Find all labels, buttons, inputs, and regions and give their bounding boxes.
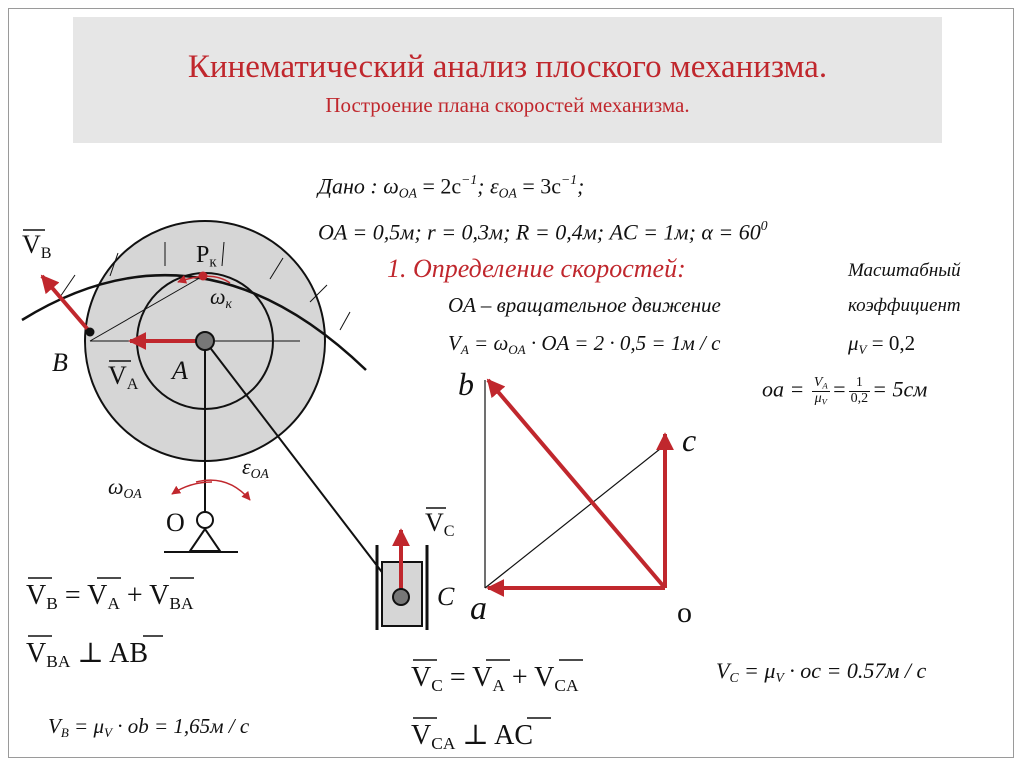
plan-label-b: b	[458, 366, 474, 402]
eq-vc-sum: $V_C = V_A + V_{CA}$	[411, 662, 579, 696]
label-o: O	[166, 508, 185, 537]
point-a	[196, 332, 214, 350]
eq-vb-value: $V_B = \mu_V$ · ob = 1,65м / c	[48, 714, 250, 740]
label-vb: $V_B$	[22, 230, 52, 262]
point-p	[199, 272, 208, 281]
plan-label-c: c	[682, 422, 697, 458]
label-pk: $P_к$	[196, 242, 217, 271]
point-b	[86, 328, 95, 337]
slide-subtitle: Построение плана скоростей механизма.	[325, 93, 690, 117]
rotation-note: OA – вращательное движение	[448, 293, 721, 317]
point-c	[393, 589, 409, 605]
label-va: $V_A$	[108, 361, 139, 393]
section-heading: 1. Определение скоростей:	[387, 254, 686, 283]
va-formula: $V_A = \omega_{OA}$ · OA = 2 · 0,5 = 1м / c	[448, 331, 721, 357]
scale-mu: $\mu_V = 0,2$	[848, 331, 916, 357]
plan-label-a: a	[470, 590, 487, 627]
scale-label-1: Масштабный	[848, 260, 961, 281]
eq-vb-sum: $V_B = V_A + V_{BA}$	[26, 580, 194, 614]
label-omega-k: $\omega_к$	[210, 284, 232, 312]
plan-label-o: o	[677, 596, 692, 629]
slide-title: Кинематический анализ плоского механизма.	[187, 49, 828, 85]
plan-ob-vector	[488, 380, 665, 588]
label-c: C	[437, 582, 455, 611]
label-b: B	[52, 348, 68, 377]
pivot-o	[197, 512, 213, 528]
support-triangle	[190, 529, 220, 551]
label-omega-oa: $\omega_{OA}$	[108, 474, 142, 502]
given-line-2: OA = 0,5м; r = 0,3м; R = 0,4м; AC = 1м; $\alpha = 60^0$	[318, 218, 768, 245]
label-vc: $V_C$	[425, 508, 455, 540]
label-a: A	[172, 356, 188, 385]
given-line-1: Дано : $\omega_{OA} = 2c^{-1}$; $\varepsilon_{OA} = 3c^{-1}$;	[318, 172, 585, 201]
label-eps-oa: $\varepsilon_{OA}$	[242, 454, 269, 482]
eq-vba-perp: $V_{BA}$ ⊥ AB	[26, 638, 149, 672]
eq-vc-value: $V_C = \mu_V$ · oc = 0.57м / c	[716, 658, 927, 686]
scale-oa-formula: oa = $\frac{V_A}{\mu_V}$ = $\frac{1}{0,2}$ = 5см	[762, 375, 928, 407]
plan-ac-line	[485, 445, 665, 588]
scale-label-2: коэффициент	[848, 295, 961, 316]
eq-vca-perp: $V_{CA}$ ⊥ AC	[411, 720, 534, 754]
